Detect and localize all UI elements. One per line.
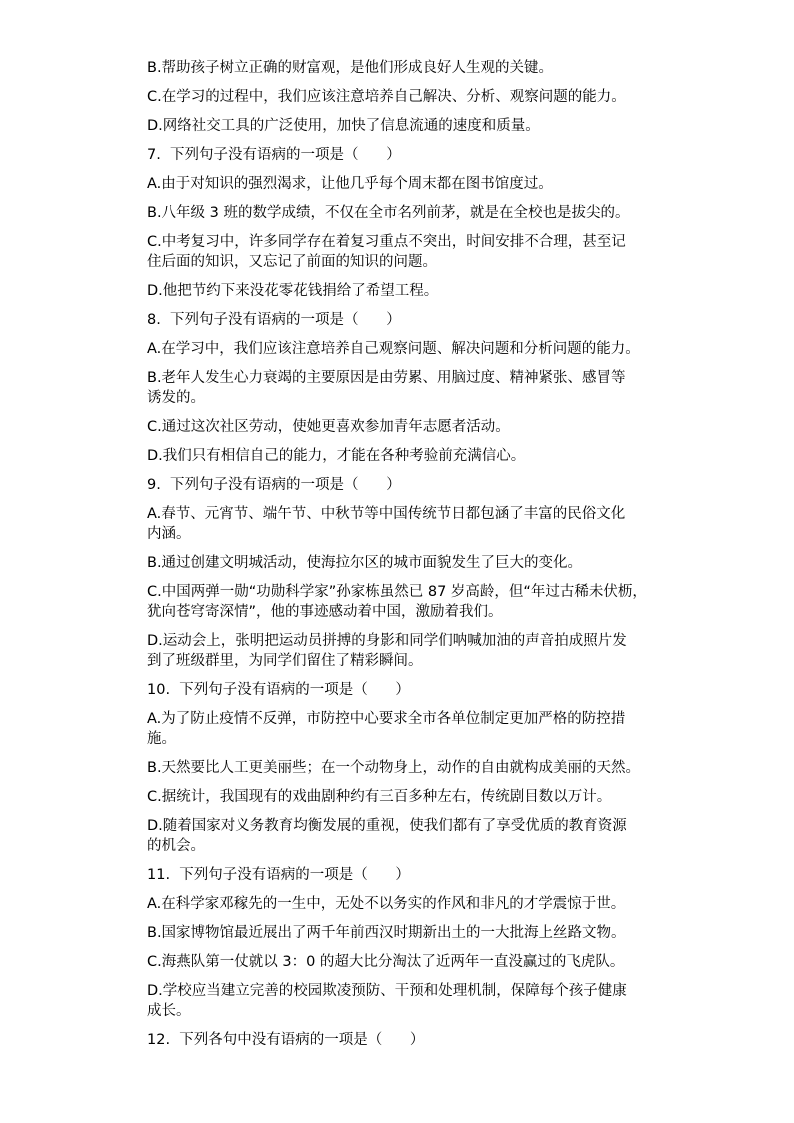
answer-option <box>147 758 692 778</box>
text-line: 9. 下列句子没有语病的一项是（ ） <box>147 477 401 493</box>
text-line: B.八年级 3 班的数学成绩，不仅在全市名列前茅，就是在全校也是拔尖的。 <box>147 205 630 221</box>
text-line: 施。 <box>147 731 176 747</box>
answer-option <box>147 952 692 972</box>
question-stem <box>147 145 692 165</box>
answer-option <box>147 816 692 856</box>
question-stem <box>147 1030 692 1050</box>
text-line: C.据统计，我国现有的戏曲剧种约有三百多种左右，传统剧目数以万计。 <box>147 789 612 805</box>
answer-option <box>147 923 692 943</box>
text-line: B.天然要比人工更美丽些；在一个动物身上，动作的自由就构成美丽的天然。 <box>147 760 641 776</box>
text-line: C.海燕队第一仗就以 3：0 的超大比分淘汰了近两年一直没赢过的飞虎队。 <box>147 954 625 970</box>
text-line: D.运动会上，张明把运动员拼搏的身影和同学们呐喊加油的声音拍成照片发 <box>147 633 627 649</box>
answer-option <box>147 553 692 573</box>
answer-option <box>147 631 692 671</box>
answer-option <box>147 203 692 223</box>
text-line: 10. 下列句子没有语病的一项是（ ） <box>147 682 410 698</box>
text-line: A.为了防止疫情不反弹，市防控中心要求全市各单位制定更加严格的防控措 <box>147 711 626 727</box>
text-line: 住后面的知识，又忘记了前面的知识的问题。 <box>147 254 437 270</box>
answer-option <box>147 787 692 807</box>
text-line: 7. 下列句子没有语病的一项是（ ） <box>147 147 401 163</box>
text-line: B.通过创建文明城活动，使海拉尔区的城市面貌发生了巨大的变化。 <box>147 555 583 571</box>
question-list <box>147 58 692 1059</box>
text-line: 12. 下列各句中没有语病的一项是（ ） <box>147 1032 425 1048</box>
text-line: D.随着国家对义务教育均衡发展的重视，使我们都有了享受优质的教育资源 <box>147 818 627 834</box>
text-line: A.在学习中，我们应该注意培养自己观察问题、解决问题和分析问题的能力。 <box>147 341 640 357</box>
text-line: C.中国两弹一勋“功勋科学家”孙家栋虽然已 87 岁高龄，但“年过古稀未伏枥， <box>147 584 647 600</box>
text-line: A.由于对知识的强烈渴求，让他几乎每个周末都在图书馆度过。 <box>147 176 553 192</box>
text-line: 诱发的。 <box>147 390 205 406</box>
text-line: B.国家博物馆最近展出了两千年前西汉时期新出土的一大批海上丝路文物。 <box>147 925 626 941</box>
text-line: A.在科学家邓稼先的一生中，无处不以务实的作风和非凡的才学震惊于世。 <box>147 896 626 912</box>
question-stem <box>147 310 692 330</box>
text-line: C.中考复习中，许多同学存在着复习重点不突出，时间安排不合理，甚至记 <box>147 234 626 250</box>
text-line: B.老年人发生心力衰竭的主要原因是由劳累、用脑过度、精神紧张、感冒等 <box>147 370 626 386</box>
text-line: 11. 下列句子没有语病的一项是（ ） <box>147 867 410 883</box>
answer-option <box>147 58 692 78</box>
question-stem <box>147 475 692 495</box>
text-line: D.他把节约下来没花零花钱捐给了希望工程。 <box>147 283 439 299</box>
text-line: 的机会。 <box>147 838 205 854</box>
text-line: 内涵。 <box>147 526 191 542</box>
text-line: B.帮助孩子树立正确的财富观，是他们形成良好人生观的关键。 <box>147 60 554 76</box>
text-line: C.在学习的过程中，我们应该注意培养自己解决、分析、观察问题的能力。 <box>147 89 626 105</box>
question-stem <box>147 865 692 885</box>
question-stem <box>147 680 692 700</box>
answer-option <box>147 232 692 272</box>
text-line: 犹向苍穹寄深情”，他的事迹感动着中国，激励着我们。 <box>147 604 503 620</box>
answer-option <box>147 368 692 408</box>
answer-option <box>147 281 692 301</box>
answer-option <box>147 981 692 1021</box>
answer-option <box>147 894 692 914</box>
text-line: D.学校应当建立完善的校园欺凌预防、干预和处理机制，保障每个孩子健康 <box>147 983 627 999</box>
answer-option <box>147 417 692 437</box>
answer-option <box>147 504 692 544</box>
text-line: 8. 下列句子没有语病的一项是（ ） <box>147 312 401 328</box>
answer-option <box>147 709 692 749</box>
text-line: A.春节、元宵节、端午节、中秋节等中国传统节日都包涵了丰富的民俗文化 <box>147 506 626 522</box>
text-line: 到了班级群里，为同学们留住了精彩瞬间。 <box>147 653 423 669</box>
text-line: D.我们只有相信自己的能力，才能在各种考验前充满信心。 <box>147 448 526 464</box>
text-line: 成长。 <box>147 1003 191 1019</box>
text-line: D.网络社交工具的广泛使用，加快了信息流通的速度和质量。 <box>147 118 540 134</box>
text-line: C.通过这次社区劳动，使她更喜欢参加青年志愿者活动。 <box>147 419 510 435</box>
answer-option <box>147 174 692 194</box>
answer-option <box>147 87 692 107</box>
answer-option <box>147 582 692 622</box>
answer-option <box>147 446 692 466</box>
answer-option <box>147 339 692 359</box>
answer-option <box>147 116 692 136</box>
